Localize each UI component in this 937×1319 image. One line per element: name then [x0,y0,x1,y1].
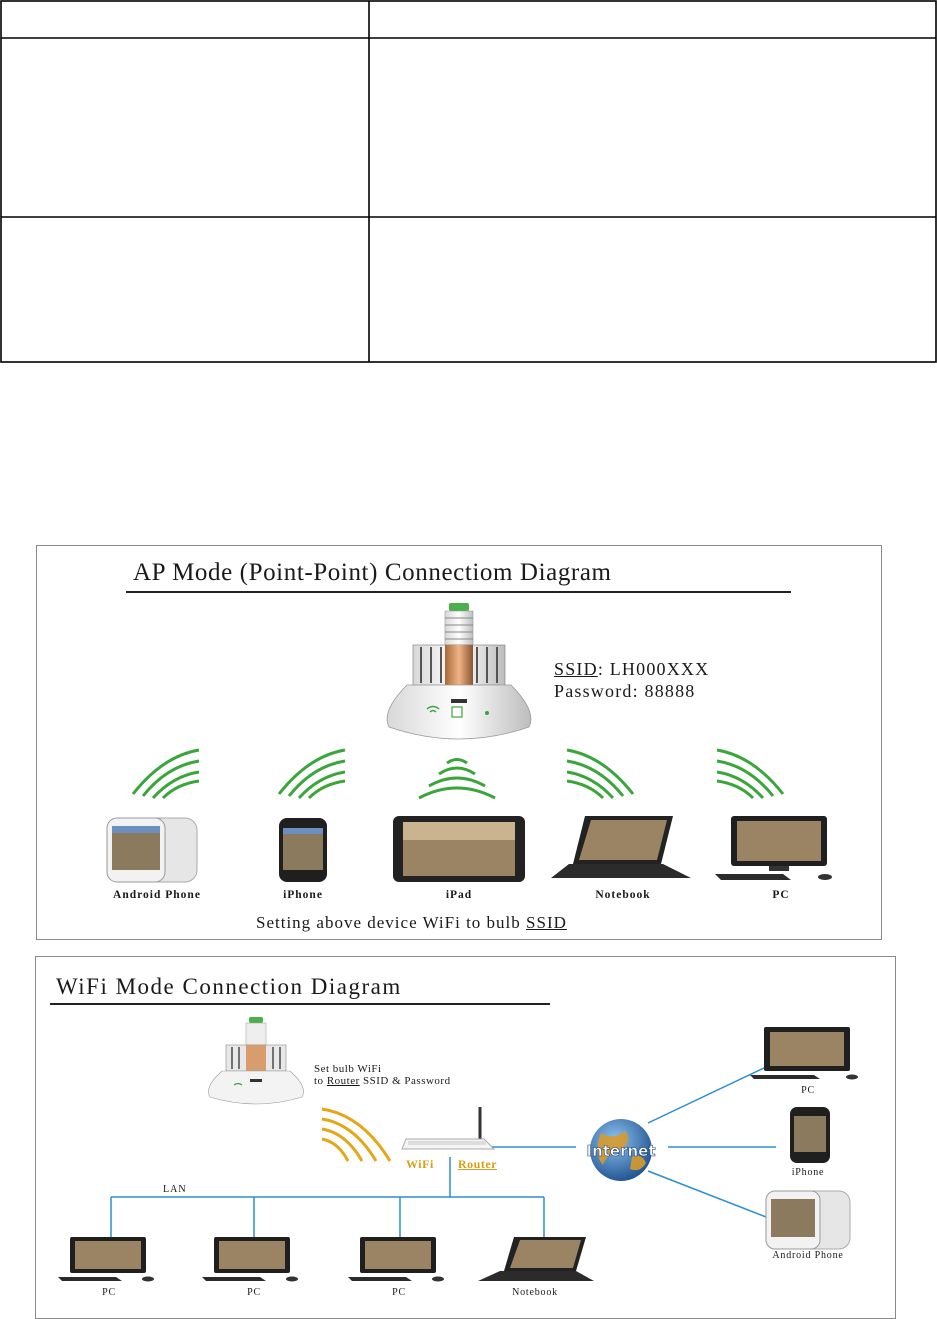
pc-icon [748,1025,864,1081]
ipad-icon [391,814,527,884]
device-label-notebook: Notebook [595,889,651,901]
empty-table [0,0,937,363]
ap-diagram-title: AP Mode (Point-Point) Connectiom Diagram [133,559,612,586]
device-label-pc: PC [772,889,790,901]
iphone-icon [277,816,329,884]
internet-device-label-iphone: iPhone [791,1167,825,1178]
set-line-2-prefix: to [314,1075,327,1087]
pc-icon [200,1235,308,1283]
wifi-diagram-title: WiFi Mode Connection Diagram [56,974,402,999]
password-line: Password: 88888 [554,681,696,701]
set-line-2-suffix: SSID & Password [359,1075,451,1087]
internet-label: Internet [586,1142,656,1160]
pc-icon [56,1235,164,1283]
internet-device-label-android: Android Phone [772,1250,844,1261]
footer-prefix: Setting above device WiFi to bulb [256,913,527,932]
globe-icon [568,1117,674,1183]
wifi-mode-diagram [35,956,896,1319]
android-phone-icon [105,816,201,884]
router-wifi-label: WiFi [406,1157,434,1171]
title-underline [126,591,791,593]
lan-device-label-1: PC [102,1287,116,1298]
device-label-ipad: iPad [445,889,473,901]
device-label-iphone: iPhone [283,889,323,901]
android-phone-icon [764,1189,854,1251]
notebook-icon [549,814,699,884]
ssid-value: : LH000XXX [597,659,710,679]
set-line-2-router: Router [326,1075,360,1087]
ap-mode-diagram [36,545,882,940]
pc-icon [346,1235,454,1283]
ssid-line [554,659,709,680]
pc-icon [713,814,843,884]
internet-device-label-pc: PC [801,1085,815,1096]
ssid-label: SSID [554,659,598,679]
wifi-waves-icon [37,746,881,806]
lan-label: LAN [163,1184,187,1195]
router-icon [400,1103,500,1151]
lan-device-label-2: PC [247,1287,261,1298]
footer-ssid: SSID [526,913,567,932]
set-line-1: Set bulb WiFi [314,1063,382,1075]
device-label-android: Android Phone [113,889,201,901]
router-router-label: Router [458,1157,497,1171]
iphone-icon [788,1105,832,1165]
ap-footer-text [256,913,567,933]
bulb-camera-icon [379,601,539,751]
lan-device-label-3: PC [392,1287,406,1298]
notebook-icon [476,1235,596,1283]
lan-device-label-4: Notebook [512,1287,558,1298]
